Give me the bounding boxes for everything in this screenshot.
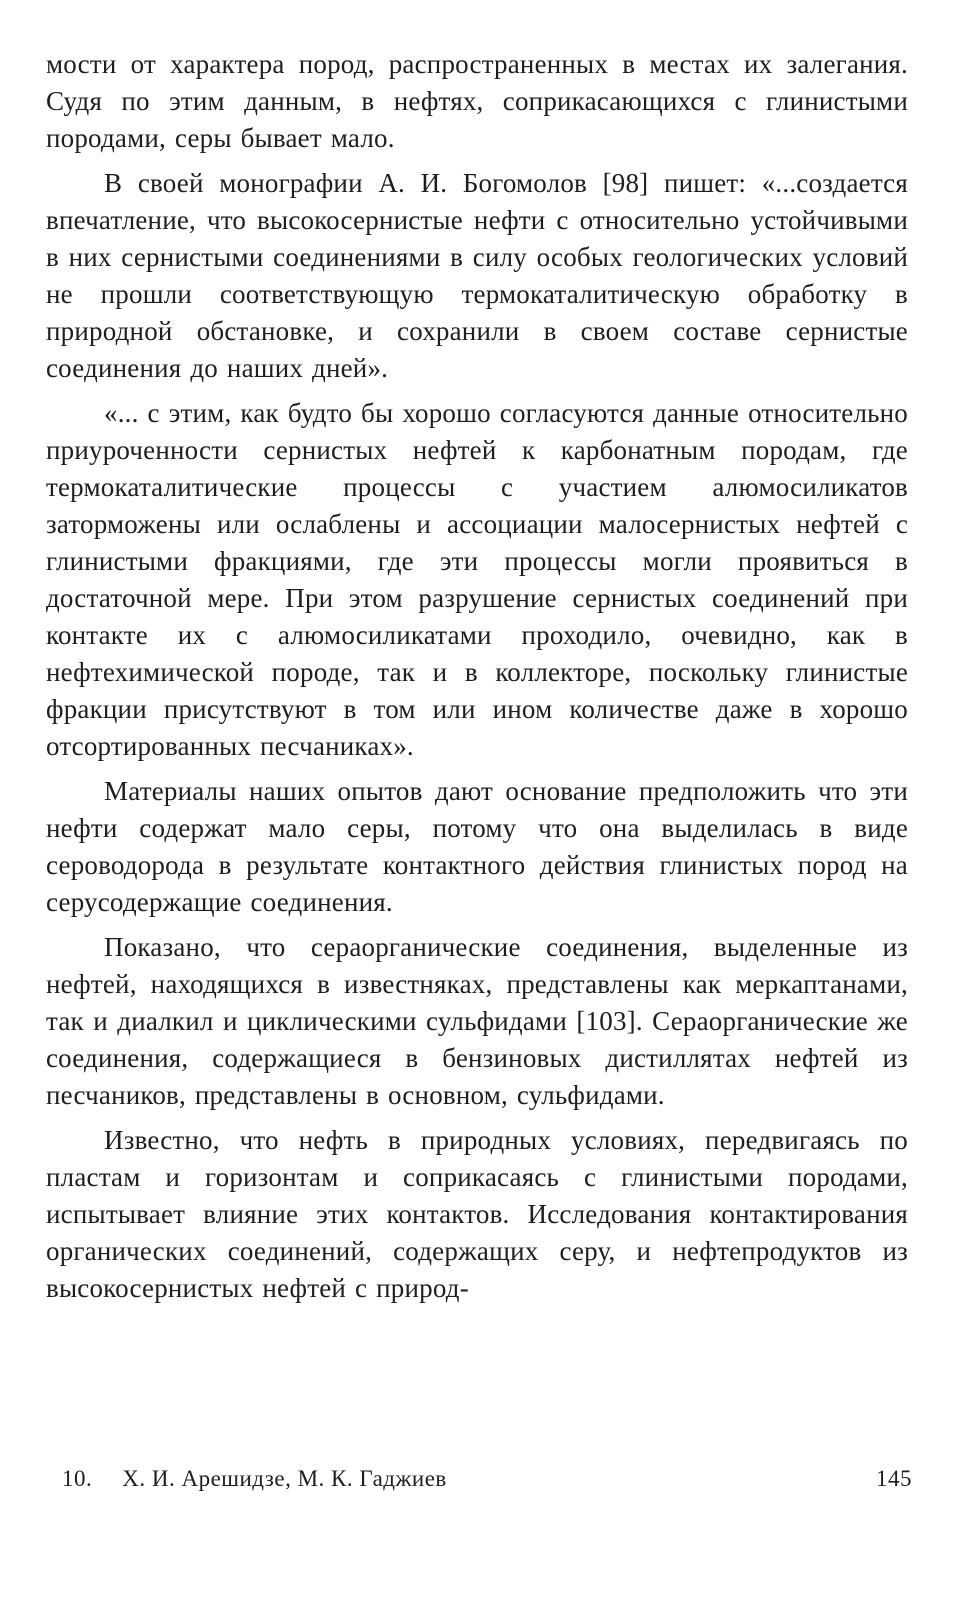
signature-authors: Х. И. Арешидзе, М. К. Гаджиев — [122, 1466, 447, 1491]
page-number: 145 — [876, 1466, 912, 1491]
paragraph-bogomolov-quote: В своей монографии А. И. Богомолов [98] пишет: «...создается впечатление, что высокосернистые нефти с относительно устойчивыми в них сернистыми соединениями в силу особых геологических условий не прошли соответствующую термокаталитическую обработку в природной обстановке, и сохранили в своем составе сернистые соединения до наших дней». — [46, 168, 908, 383]
signature-number: 10. — [62, 1466, 93, 1491]
paragraph-continuation: мости от характера пород, распространенных в местах их залегания. Судя по этим данным, в нефтях, соприкасающихся с глинистыми породами, серы бывает мало. — [46, 49, 908, 153]
paragraph-quote-continuation: «... с этим, как будто бы хорошо согласуются данные относительно приуроченности сернистых нефтей к карбонатным породам, где термокаталитические процессы с участием алюмосиликатов заторможены или ослаблены и ассоциации малосернистых нефтей с глинистыми фракциями, где эти процессы могли проявиться в достаточной мере. При этом разрушение сернистых соединений при контакте их с алюмосиликатами проходило, очевидно, как в нефтехимической породе, так и в коллекторе, поскольку глинистые фракции присутствуют в том или ином количестве даже в хорошо отсортированных песчаниках». — [46, 398, 908, 761]
body-text — [46, 46, 908, 1315]
paragraph-natural-conditions: Известно, что нефть в природных условиях, передвигаясь по пластам и горизонтам и соприкасаясь с глинистыми породами, испытывает влияние этих контактов. Исследования контактирования органических соединений, содержащих серу, и нефтепродуктов из высокосернистых нефтей с природ- — [46, 1125, 908, 1303]
paragraph-sulfur-compounds: Показано, что сераорганические соединения, выделенные из нефтей, находящихся в известняках, представлены как меркаптанами, так и диалкил и циклическими сульфидами [103]. Сераорганические же соединения, содержащиеся в бензиновых дистиллятах нефтей из песчаников, представлены в основном, сульфидами. — [46, 932, 908, 1110]
paragraph-experiment-materials: Материалы наших опытов дают основание предположить что эти нефти содержат мало серы, потому что она выделилась в виде сероводорода в результате контактного действия глинистых пород на серусодержащие соединения. — [46, 776, 908, 917]
printer-signature — [62, 1462, 447, 1496]
page-footer — [62, 1462, 912, 1496]
